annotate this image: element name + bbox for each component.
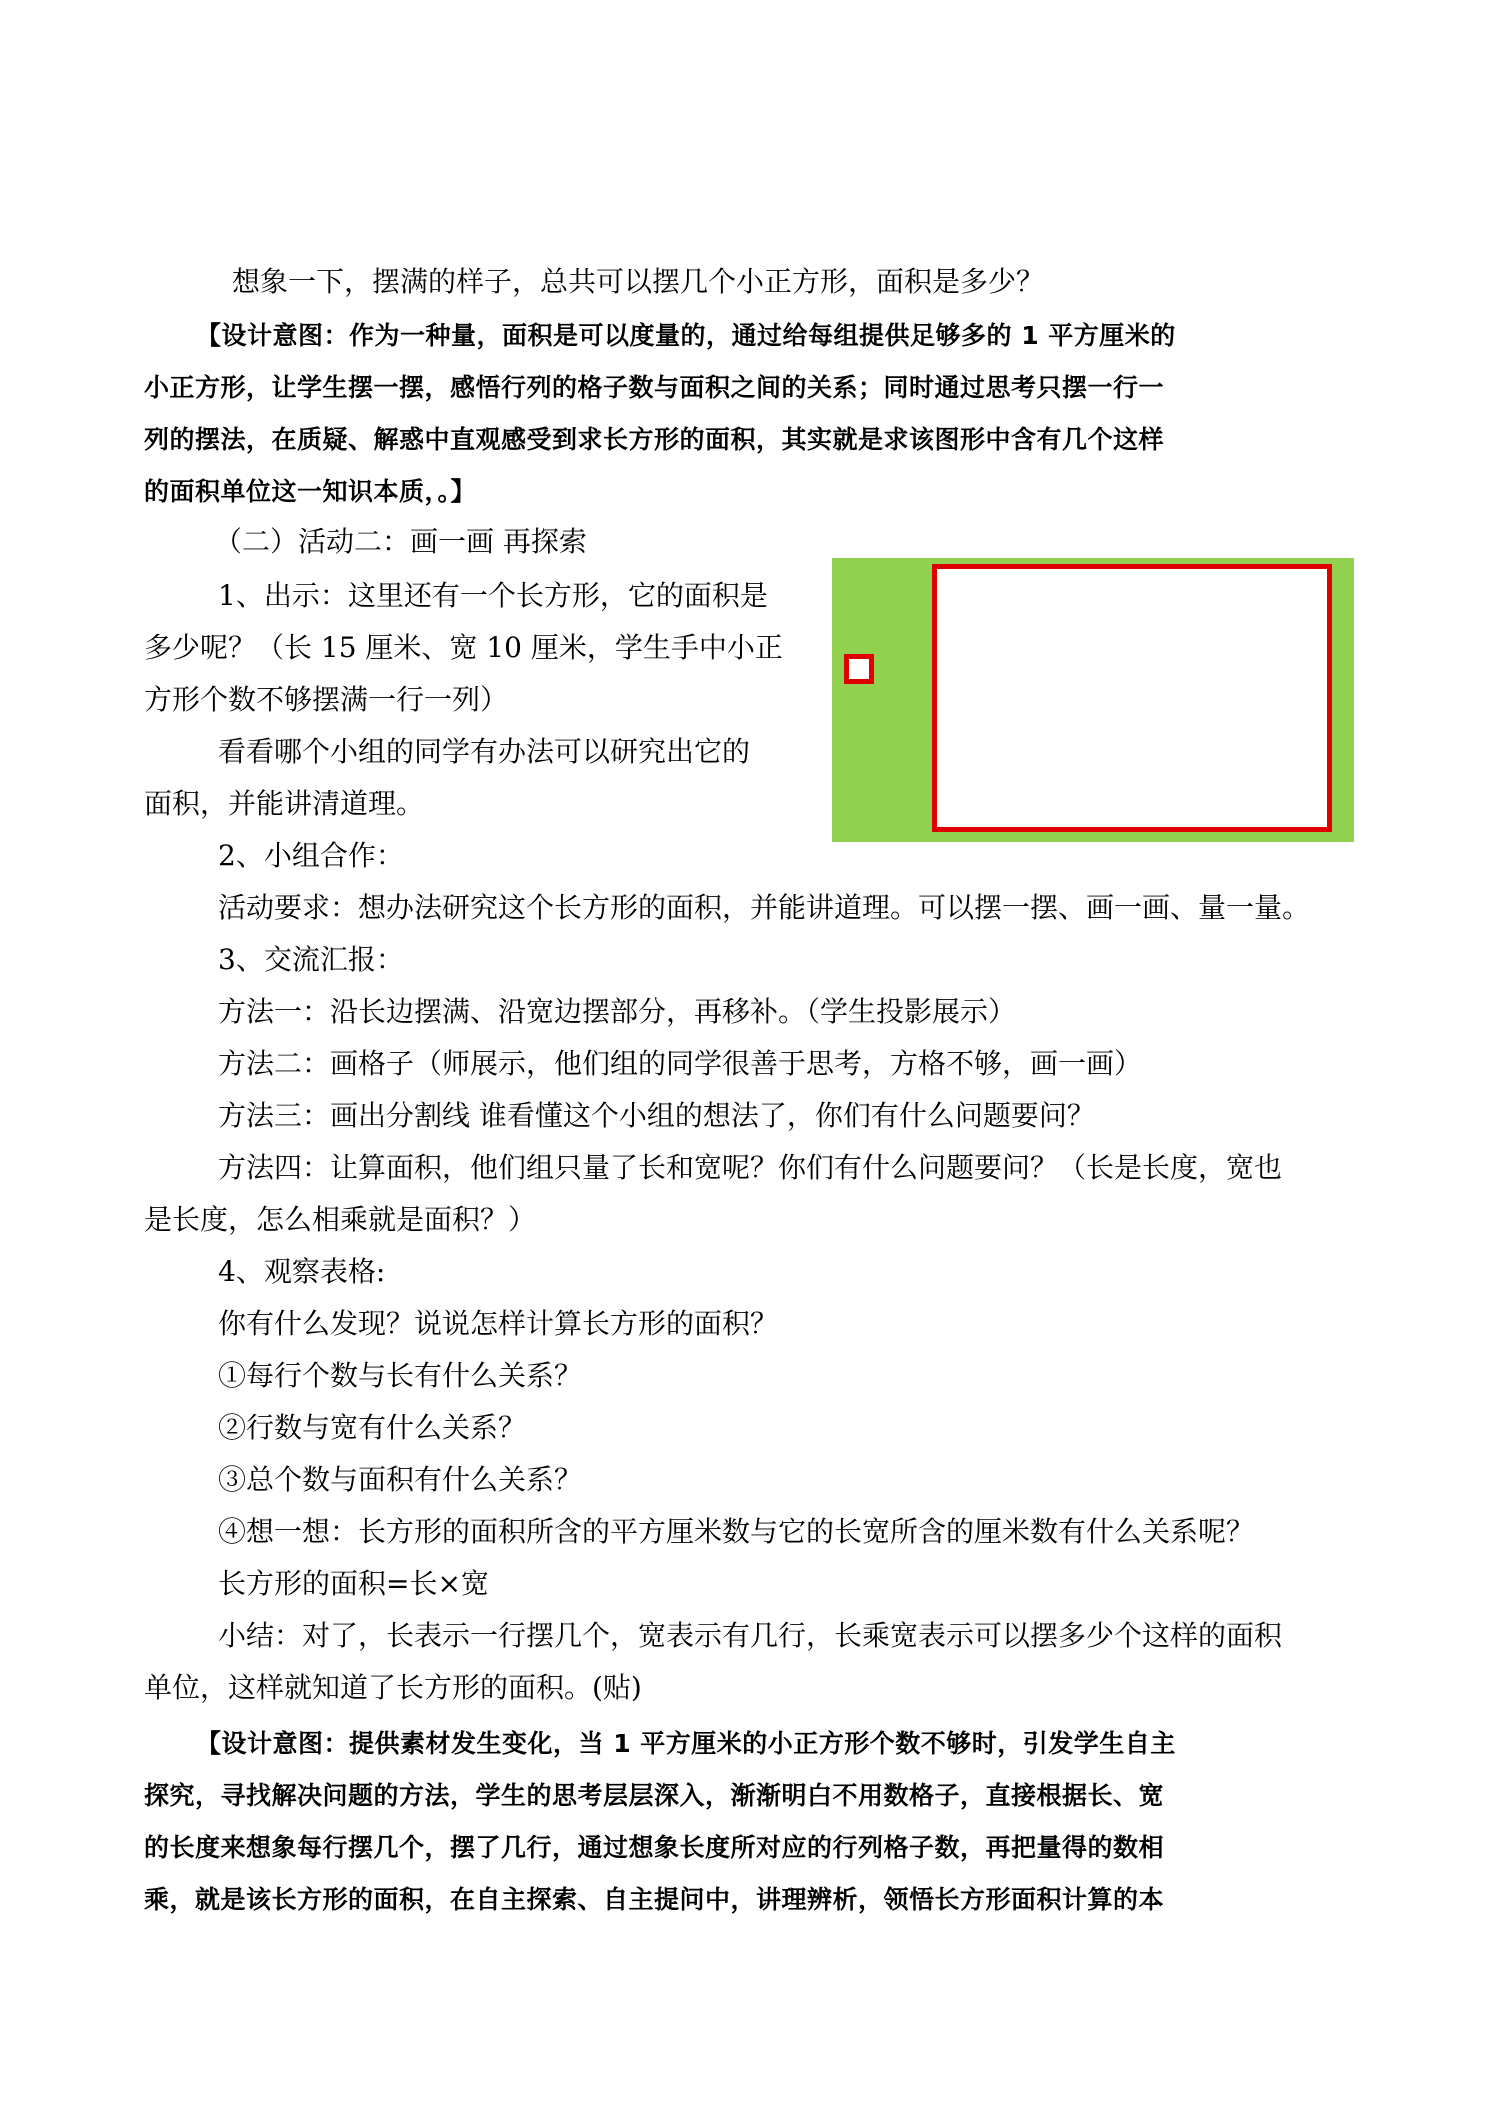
section-heading: （二）活动二：画一画 再探索 — [214, 525, 587, 558]
small-square — [844, 654, 874, 684]
text-line: 活动要求：想办法研究这个长方形的面积，并能讲道理。可以摆一摆、画一画、量一量。 — [218, 891, 1311, 924]
text-line: 方法四：让算面积，他们组只量了长和宽呢？你们有什么问题要问？（长是长度，宽也 — [218, 1151, 1283, 1184]
text-line: 2、小组合作： — [218, 839, 404, 872]
text-line: 方形个数不够摆满一行一列） — [144, 683, 509, 716]
text-line: 单位，这样就知道了长方形的面积。(贴) — [144, 1671, 642, 1704]
rectangle-figure — [832, 558, 1354, 842]
text-line: 是长度，怎么相乘就是面积？） — [144, 1203, 537, 1236]
text-line: 看看哪个小组的同学有办法可以研究出它的 — [218, 735, 751, 768]
text-line: 多少呢？（长 15 厘米、宽 10 厘米，学生手中小正 — [144, 631, 783, 664]
design-intent-line: 的面积单位这一知识本质，。】 — [144, 477, 477, 506]
design-intent-line: 列的摆法，在质疑、解惑中直观感受到求长方形的面积，其实就是求该图形中含有几个这样 — [144, 425, 1165, 454]
text-line: 你有什么发现？说说怎样计算长方形的面积？ — [218, 1307, 779, 1340]
text-line: 面积，并能讲清道理。 — [144, 787, 425, 820]
design-intent-line: 乘，就是该长方形的面积，在自主探索、自主提问中，讲理辨析，领悟长方形面积计算的本 — [144, 1885, 1165, 1914]
design-intent-line: 探究，寻找解决问题的方法，学生的思考层层深入，渐渐明白不用数格子，直接根据长、宽 — [144, 1781, 1165, 1810]
design-intent-line: 小正方形，让学生摆一摆，感悟行列的格子数与面积之间的关系；同时通过思考只摆一行一 — [144, 373, 1165, 402]
design-intent-line: 的长度来想象每行摆几个，摆了几行，通过想象长度所对应的行列格子数，再把量得的数相 — [144, 1833, 1165, 1862]
list-item: ④想一想：长方形的面积所含的平方厘米数与它的长宽所含的厘米数有什么关系呢？ — [218, 1515, 1255, 1548]
formula: 长方形的面积=长×宽 — [218, 1567, 489, 1600]
text-line: 方法三：画出分割线 谁看懂这个小组的想法了，你们有什么问题要问？ — [218, 1099, 1095, 1132]
list-item: ②行数与宽有什么关系？ — [218, 1411, 527, 1444]
text-line: 4、观察表格: — [218, 1255, 386, 1288]
list-item: ③总个数与面积有什么关系？ — [218, 1463, 583, 1496]
list-item: ①每行个数与长有什么关系？ — [218, 1359, 583, 1392]
text-line: 方法二：画格子（师展示，他们组的同学很善于思考，方格不够，画一画） — [218, 1047, 1143, 1080]
design-intent-line: 【设计意图：提供素材发生变化，当 1 平方厘米的小正方形个数不够时，引发学生自主 — [196, 1729, 1176, 1758]
text-line: 1、出示：这里还有一个长方形，它的面积是 — [218, 579, 768, 612]
text-line: 小结：对了，长表示一行摆几个，宽表示有几行，长乘宽表示可以摆多少个这样的面积 — [218, 1619, 1283, 1652]
text-line: 3、交流汇报： — [218, 943, 404, 976]
text-line: 想象一下，摆满的样子，总共可以摆几个小正方形，面积是多少？ — [232, 265, 1045, 298]
design-intent-line: 【设计意图：作为一种量，面积是可以度量的，通过给每组提供足够多的 1 平方厘米的 — [196, 321, 1176, 350]
text-line: 方法一：沿长边摆满、沿宽边摆部分，再移补。（学生投影展示） — [218, 995, 1017, 1028]
large-rectangle — [932, 564, 1332, 832]
